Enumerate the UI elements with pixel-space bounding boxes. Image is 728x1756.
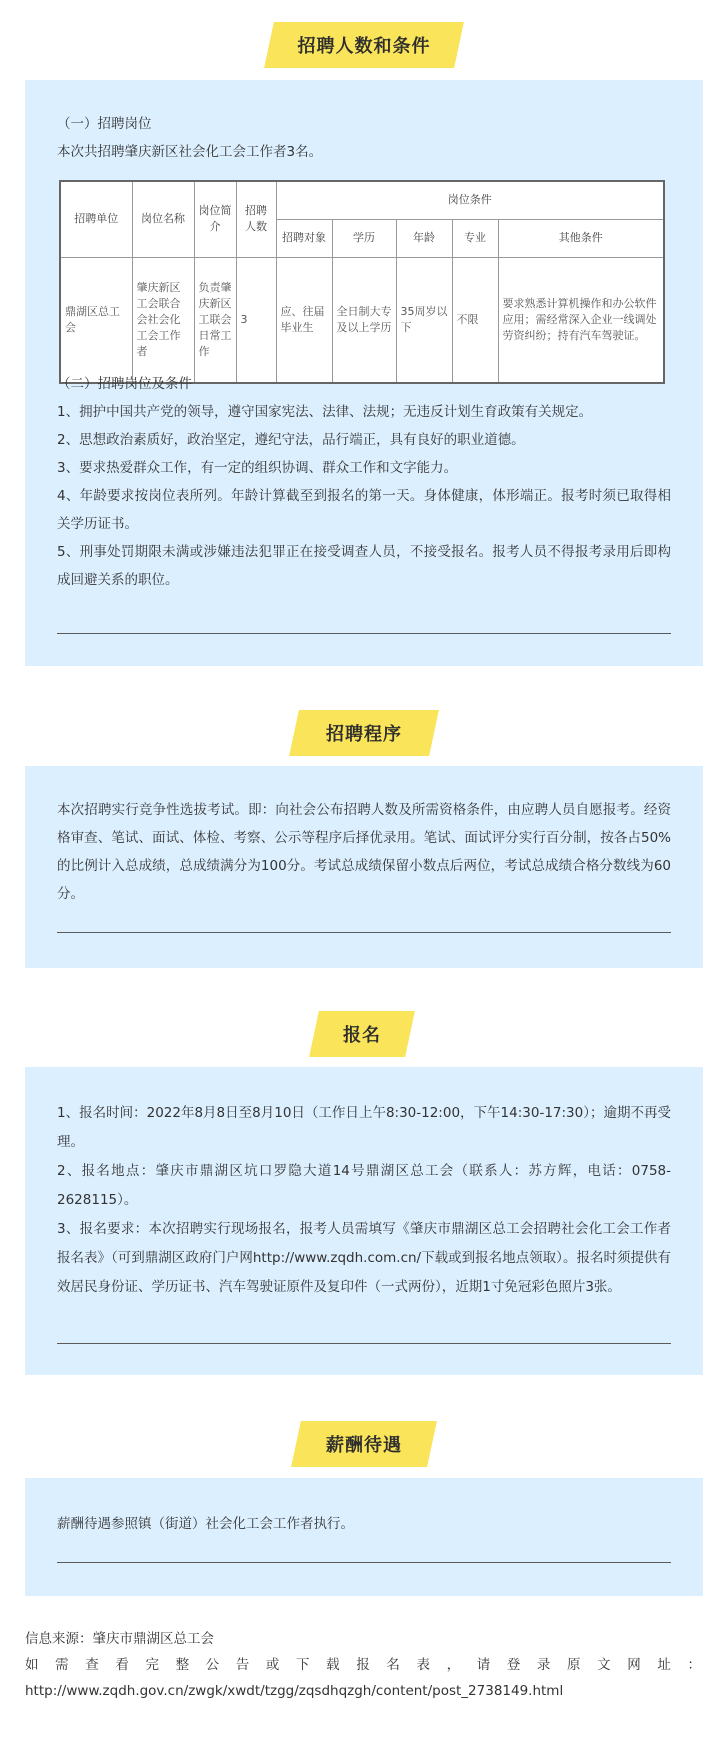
th-conditions: 岗位条件 xyxy=(276,181,664,219)
th-education: 学历 xyxy=(332,219,396,257)
th-post-name: 岗位名称 xyxy=(132,181,194,257)
cell-count: 3 xyxy=(236,257,276,383)
section-title: 薪酬待遇 xyxy=(326,1435,402,1456)
cell-post-name: 肇庆新区工会联合会社会化工会工作者 xyxy=(132,257,194,383)
section-title-tag-salary xyxy=(296,1421,432,1467)
table-row xyxy=(60,257,664,383)
conditions-panel xyxy=(25,80,703,666)
th-unit: 招聘单位 xyxy=(60,181,132,257)
source-footer xyxy=(25,1626,703,1704)
source-text: 信息来源：肇庆市鼎湖区总工会 xyxy=(25,1631,214,1647)
registration-item: 1、报名时间：2022年8月8日至8月10日（工作日上午8:30-12:00，下午14:30-17:30）；逾期不再受理。 xyxy=(57,1105,671,1150)
divider xyxy=(57,633,671,634)
original-link-note: 如需查看完整公告或下载报名表，请登录原文网址： xyxy=(25,1657,703,1673)
cell-other: 要求熟悉计算机操作和办公软件应用；需经常深入企业一线调处劳资纠纷；持有汽车驾驶证。 xyxy=(498,257,664,383)
cell-unit: 鼎湖区总工会 xyxy=(60,257,132,383)
registration-panel xyxy=(25,1067,703,1375)
positions-table xyxy=(59,180,665,384)
original-url[interactable]: http://www.zqdh.gov.cn/zwgk/xwdt/tzgg/zqsdhqzgh/content/post_2738149.html xyxy=(25,1683,564,1699)
th-post-brief: 岗位简介 xyxy=(194,181,236,257)
section-title-tag-procedure xyxy=(294,710,434,756)
cell-age: 35周岁以下 xyxy=(396,257,452,383)
subheading-positions: （一）招聘岗位 xyxy=(57,116,152,132)
divider xyxy=(57,932,671,933)
section-title-tag-registration xyxy=(314,1011,410,1057)
salary-text: 薪酬待遇参照镇（街道）社会化工会工作者执行。 xyxy=(57,1516,354,1532)
cell-target: 应、往届毕业生 xyxy=(276,257,332,383)
registration-item: 2、报名地点：肇庆市鼎湖区坑口罗隐大道14号鼎湖区总工会（联系人：苏方辉，电话：0758-2628115）。 xyxy=(57,1163,671,1208)
th-major: 专业 xyxy=(452,219,498,257)
requirement-item: 2、思想政治素质好，政治坚定，遵纪守法，品行端正，具有良好的职业道德。 xyxy=(57,432,525,448)
salary-panel xyxy=(25,1478,703,1596)
th-count: 招聘人数 xyxy=(236,181,276,257)
divider xyxy=(57,1343,671,1344)
procedure-text: 本次招聘实行竞争性选拔考试。即：向社会公布招聘人数及所需资格条件，由应聘人员自愿报考。经资格审查、笔试、面试、体检、考察、公示等程序后择优录用。笔试、面试评分实行百分制，按各占50%的比例计入总成绩，总成绩满分为100分。考试总成绩保留小数点后两位，考试总成绩合格分数线为60分。 xyxy=(57,802,671,902)
th-age: 年龄 xyxy=(396,219,452,257)
requirement-item: 5、刑事处罚期限未满或涉嫌违法犯罪正在接受调查人员，不接受报名。报考人员不得报考录用后即构成回避关系的职位。 xyxy=(57,544,671,588)
subheading-requirements: （二）招聘岗位及条件 xyxy=(57,376,192,392)
cell-major: 不限 xyxy=(452,257,498,383)
section-title: 招聘人数和条件 xyxy=(297,36,431,57)
positions-table-wrap xyxy=(59,180,665,384)
divider xyxy=(57,1562,671,1563)
requirement-item: 4、年龄要求按岗位表所列。年龄计算截至到报名的第一天。身体健康，体形端正。报考时须已取得相关学历证书。 xyxy=(57,488,671,532)
requirement-item: 1、拥护中国共产党的领导，遵守国家宪法、法律、法规；无违反计划生育政策有关规定。 xyxy=(57,404,593,420)
procedure-panel xyxy=(25,766,703,968)
intro-text: 本次共招聘肇庆新区社会化工会工作者3名。 xyxy=(57,144,323,160)
section-title: 报名 xyxy=(343,1025,381,1046)
registration-item: 3、报名要求：本次招聘实行现场报名，报考人员需填写《肇庆市鼎湖区总工会招聘社会化工会工作者报名表》（可到鼎湖区政府门户网http://www.zqdh.com.cn/下载或到报名地点领取）。报名时须提供有效居民身份证、学历证书、汽车驾驶证原件及复印件（一式两份），近期1寸免冠彩色照片3张。 xyxy=(57,1221,671,1295)
section-title: 招聘程序 xyxy=(326,724,402,745)
section-title-tag-conditions xyxy=(269,22,459,68)
cell-post-brief: 负责肇庆新区工联会日常工作 xyxy=(194,257,236,383)
requirement-item: 3、要求热爱群众工作，有一定的组织协调、群众工作和文字能力。 xyxy=(57,460,458,476)
th-other: 其他条件 xyxy=(498,219,664,257)
cell-education: 全日制大专及以上学历 xyxy=(332,257,396,383)
th-target: 招聘对象 xyxy=(276,219,332,257)
